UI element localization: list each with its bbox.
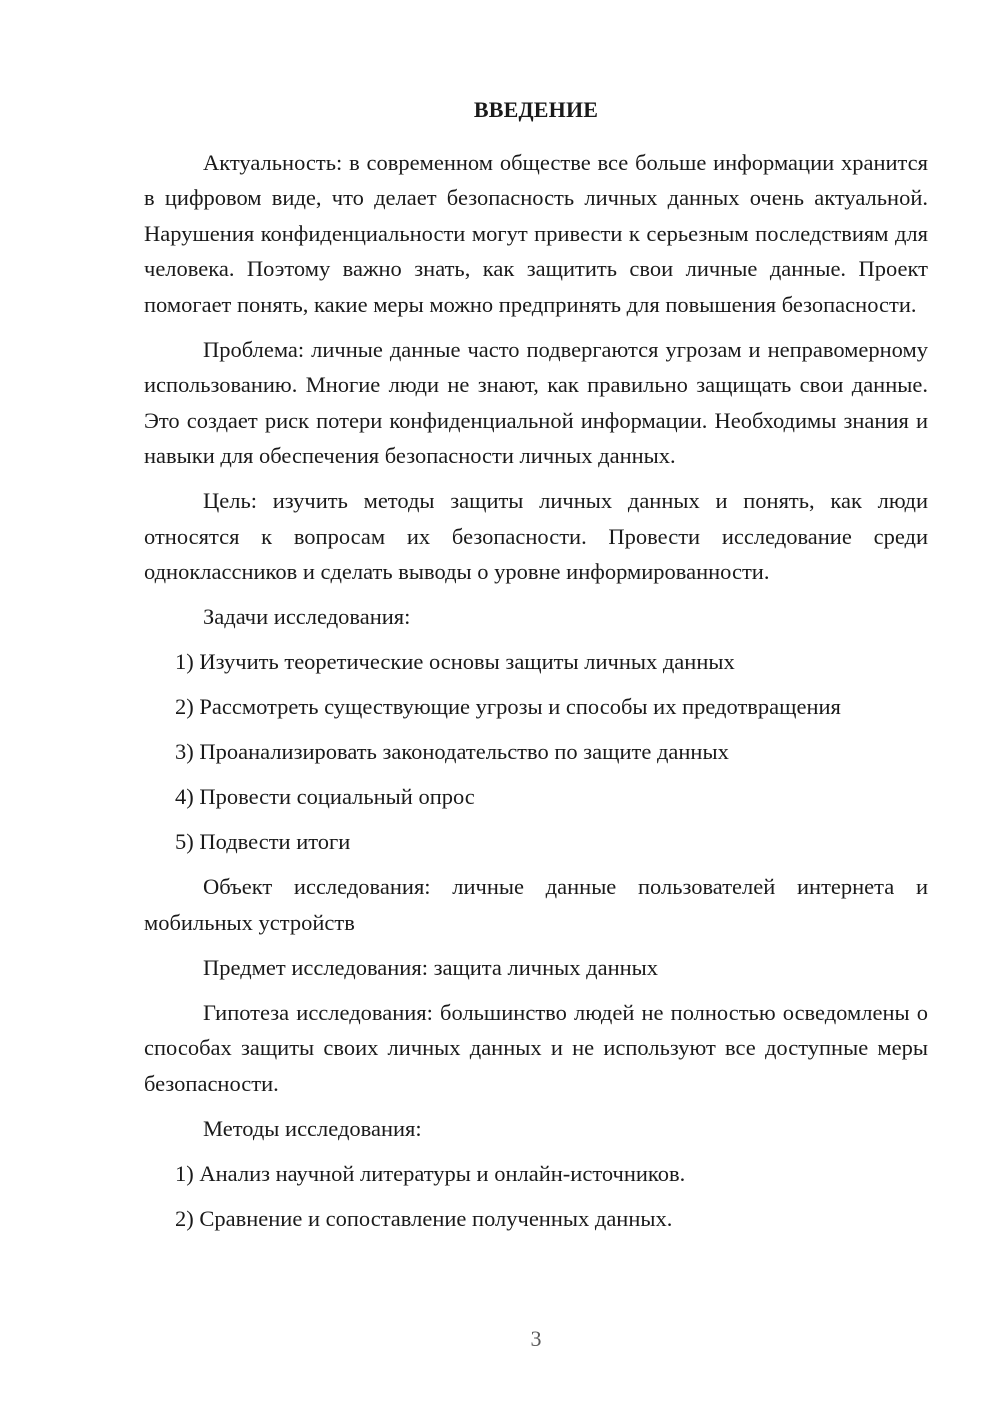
hypothesis-paragraph: Гипотеза исследования: большинство людей не полностью осведомлены о способах защиты своих личных данных и не используют все доступные меры безопасности. [144,999,928,1096]
list-item: 4) Провести социальный опрос [175,784,475,809]
page-content [144,92,928,1246]
list-item: 2) Рассмотреть существующие угрозы и способы их предотвращения [175,694,841,719]
section-heading: ВВЕДЕНИЕ [473,97,599,122]
list-item: 3) Проанализировать законодательство по защите данных [175,739,729,764]
subject-paragraph: Предмет исследования: защита личных данных [203,954,659,980]
page-number: 3 [530,1326,542,1351]
object-paragraph: Объект исследования: личные данные пользователей интернета и мобильных устройств [144,874,928,935]
goal-paragraph: Цель: изучить методы защиты личных данных и понять, как люди относятся к вопросам их безопасности. Провести исследование среди одноклассников и сделать выводы о уровне информированности. [144,488,928,584]
relevance-paragraph: Актуальность: в современном обществе все больше информации хранится в цифровом виде, что делает безопасность личных данных очень актуальной. Нарушения конфиденциальности могут привести к серьезным последствиям для человека. Поэтому важно знать, как защитить свои личные данные. Проект помогает понять, какие меры можно предпринять для повышения безопасности. [144,149,928,317]
list-item: 1) Анализ научной литературы и онлайн-источников. [175,1160,686,1186]
list-item: 5) Подвести итоги [175,829,351,854]
tasks-heading: Задачи исследования: [203,604,411,629]
list-item: 2) Сравнение и сопоставление полученных данных. [175,1205,673,1231]
problem-paragraph: Проблема: личные данные часто подвергаются угрозам и неправомерному использованию. Многие люди не знают, как правильно защищать свои данные. Это создает риск потери конфиденциальной информации. Необходимы знания и навыки для обеспечения безопасности личных данных. [144,336,928,468]
methods-list [144,1156,928,1237]
tasks-list [144,644,928,860]
list-item: 1) Изучить теоретические основы защиты личных данных [175,649,735,674]
methods-heading: Методы исследования: [203,1115,422,1141]
